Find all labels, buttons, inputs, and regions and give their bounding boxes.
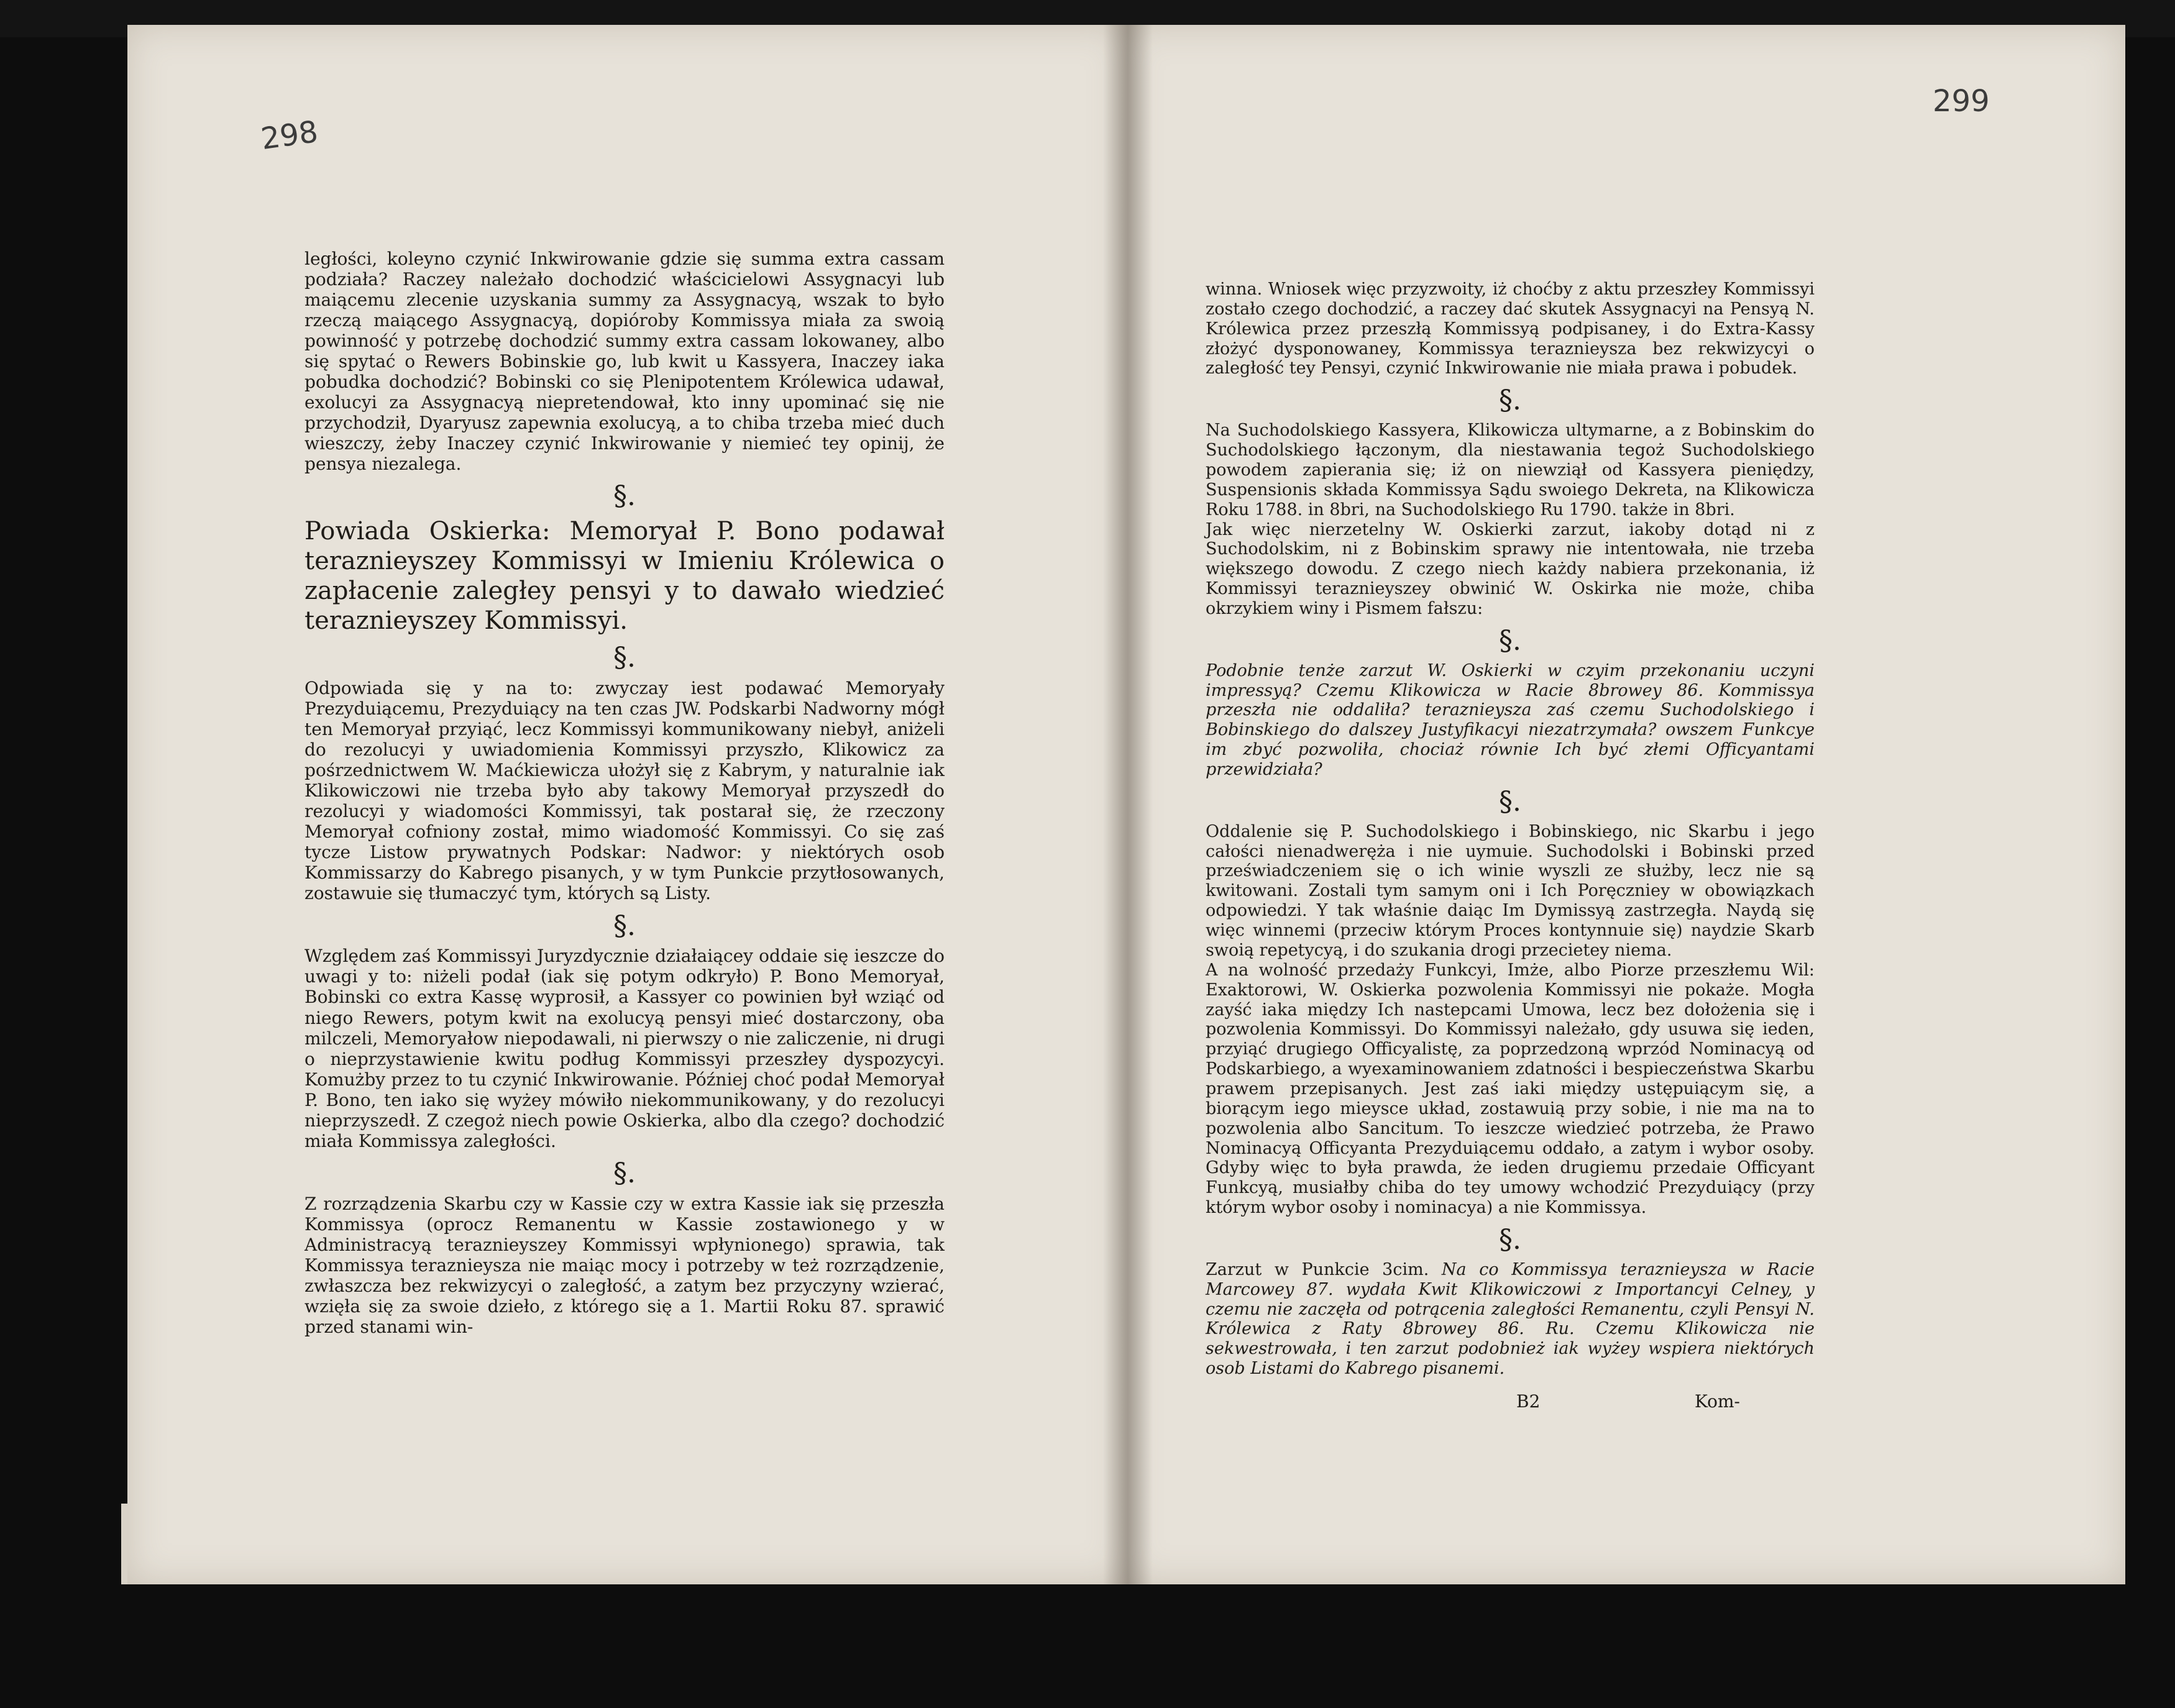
section-mark: §. [1499, 1223, 1521, 1256]
section-mark: §. [613, 910, 636, 942]
section-mark: §. [1499, 385, 1521, 417]
zarzut-body: Na co Kommissya teraznieysza w Racie Marcowey 87. wydała Kwit Klikowiczowi z Importancyi Celney, y czemu nie zaczęła od potrącenia zaległości Remanentu, czyli Pensyi N. Królewica z Raty 8browey 86. Ru. Czemu Klikowicza nie sekwestrowała, i ten zarzut podobnież iak wyżey wspiera niektórych osob Listami do Kabrego pisanemi. [1206, 1259, 1815, 1379]
section-mark: §. [1499, 624, 1521, 657]
paragraph: ległości, koleyno czynić Inkwirowanie gdzie się summa extra cassam podziała? Raczey należało dochodzić właścicielowi Assygnacyi lub maiącemu zlecenie uzyskania summy za Assygnacyą, wszak to było rzeczą maiącego Assygnacyą, dopióroby Kommissya miała za swoią powinność y potrzebę dochodzić summy extra cassam lokowaney, albo się spytać o Rewers Bobinskie go, lub kwit u Kassyera, Inaczey iaka pobudka dochodzić? Bobinski co się Plenipotentem Królewica udawał, exolucyi za Assygnacyą niepretendował, kto inny upominać się nie przychodził, Dyaryusz zapewnia exolucyą, a to chiba trzeba mieć duch wieszczy, żeby Inaczey czynić Inkwirowanie y niemieć tey opinij, że pensya niezalega. [304, 249, 945, 475]
paragraph: Względem zaś Kommissyi Juryzdycznie działaiącey oddaie się ieszcze do uwagi y to: niżeli podał (iak się potym odkryło) P. Bono Memoryał, Bobinski co extra Kassę wyprosił, a Kassyer co powinien był wziąć od niego Rewers, potym kwit na exolucyą pensyi mieć dostarczony, oba milczeli, Memoryałow niepodawali, ni pierwszy o nie zaliczenie, ni drugi o nieprzystawienie kwitu podług Kommissyi przeszłey dyspozycyi. Komużby przez to tu czynić Inkwirowanie. Później choć podał Memoryał P. Bono, ten iako się wyżey mówiło niekommunikowany, y do rezolucyi nieprzyszedł. Z czegoż niech powie Oskierka, albo dla czego? dochodzić miała Kommissya zaległości. [304, 946, 945, 1151]
right-text-column [1206, 280, 1815, 1412]
paragraph: Z rozrządzenia Skarbu czy w Kassie czy w extra Kassie iak się przeszła Kommissya (oprocz Remanentu w Kassie zostawionego y w Administracyą teraznieyszey Kommissyi wpłynionego) sprawia, tak Kommissya teraznieysza nie maiąc mocy i potrzeby w też rozrządzenie, zwłaszcza bez rekwizycyi o zaległość, a zatym bez przyczyny wzierać, wzięła się za swoie dzieło, z którego się a 1. Martii Roku 87. sprawić przed stanami win- [304, 1193, 945, 1337]
folio-number-right: 299 [1933, 84, 1990, 119]
folio-number-left: 298 [259, 114, 321, 157]
page-footer [1206, 1379, 1815, 1412]
catchword: Kom- [1694, 1391, 1740, 1412]
paragraph: Oddalenie się P. Suchodolskiego i Bobinskiego, nic Skarbu i jego całości nienadweręża i nie uymuie. Suchodolski i Bobinski przed przeświadczeniem się o ich winie wyszli ze służby, lecz nie są kwitowani. Zostali tym samym oni i Ich Poręczniey w obowiązkach odpowiedzi. Y tak właśnie daiąc Im Dymissyą zastrzegła. Naydą się więc winnemi (przeciw którym Proces kontynnuie się) naydzie Skarb swoią repetycyą, i do szukania drogi przecietey niema. [1206, 821, 1815, 960]
paragraph: Jak więc nierzetelny W. Oskierki zarzut, iakoby dotąd ni z Suchodolskim, ni z Bobinskim sprawy nie intentowała, nie trzeba większego dowodu. Z czego niech każdy nabiera przekonania, iż Kommissyi teraznieyszey obwinić W. Oskirka nie może, chiba okrzykiem winy i Pismem fałszu: [1206, 519, 1815, 618]
section-mark: §. [613, 642, 636, 674]
section-mark: §. [613, 1157, 636, 1189]
section-mark: §. [613, 480, 636, 513]
paragraph: A na wolność przedaży Funkcyi, Imże, albo Piorze przeszłemu Wil: Exaktorowi, W. Oskierka pozwolenia Kommissyi nie pokaże. Mogła zayść iaka między Ich nastepcami Umowa, lecz bez dołożenia się i pozwolenia Kommissyi. Do Kommissyi należało, gdy usuwa się ieden, przyiąć drugiego Officyalistę, za poprzedzoną wprzód Nominacyą od Podskarbiego, a wyexaminowaniem zdatności i bespieczeństwa Skarbu prawem przepisanych. Jest zaś iaki między ustępuiącym się, a biorącym iego mieysce układ, zostawuią przy sobie, i nie ma na to pozwolenia albo Sancitum. To ieszcze wiedzieć potrzeba, że Prawo Nominacyą Officyanta Prezyduiącemu oddało, a zatym i wybor osoby. Gdyby więc to była prawda, że ieden drugiemu przedaie Officyant Funkcyą, musiałby chiba do tey umowy wchodzić Prezyduiący (przy którym wybor osoby i nominacya) a nie Kommissya. [1206, 960, 1815, 1218]
zarzut-lead: Zarzut w Punkcie 3cim. [1206, 1259, 1429, 1279]
paragraph-italic: Podobnie tenże zarzut W. Oskierki w czyim przekonaniu uczyni impressyą? Czemu Klikowicza w Racie 8browey 86. Kommissya przeszła nie oddaliła? teraznieysza zaś czemu Suchodolskiego i Bobinskiego do dalszey Justyfikacyi niezatrzymała? owszem Funkcye im zbyć pozwoliła, chociaż równie Ich być złemi Officyantami przewidziała? [1206, 660, 1815, 779]
paragraph: Odpowiada się y na to: zwyczay iest podawać Memoryały Prezyduiącemu, Prezyduiący na ten czas JW. Podskarbi Nadworny mógł ten Memoryał przyiąć, lecz Kommissyi kommunikowany niebył, aniżeli do rezolucyi y uwiadomienia Kommissyi przyszło, Klikowicz za pośrzednictwem W. Maćkiewicza ułożył się z Kabrym, y naturalnie iak Klikowiczowi nie trzeba było aby takowy Memoryał przyszedł do rezolucyi y wiadomości Kommissyi, tak postarał się, że rzeczony Memoryał cofniony został, mimo wiadomość Kommissyi. Co się zaś tycze Listow prywatnych Podskar: Nadwor: y niektórych osob Kommissarzy do Kabrego pisanych, y w tym Punkcie przytłosowanych, zostawuie się tłumaczyć tym, których są Listy. [304, 678, 945, 904]
paragraph: winna. Wniosek więc przyzwoity, iż choćby z aktu przeszłey Kommissyi zostało czego dochodzić, a raczey dać skutek Assygnacyi na Pensyą N. Królewica przez przeszłą Kommissyą podpisaney, i do Extra-Kassy złożyć dysponowaney, Kommissya teraznieysza bez rekwizycyi o zaległość tey Pensyi, czynić Inkwirowanie nie miała prawa i pobudek. [1206, 280, 1815, 378]
signature-mark: B2 [1516, 1391, 1541, 1412]
section-mark: §. [1499, 785, 1521, 818]
paragraph-quote: Powiada Oskierka: Memoryał P. Bono podawał teraznieyszey Kommissyi w Imieniu Królewica o zapłacenie zaległey pensyi y to dawało wiedzieć teraznieyszey Kommissyi. [304, 517, 945, 636]
paragraph: Na Suchodolskiego Kassyera, Klikowicza ultymarne, a z Bobinskim do Suchodolskiego łączonym, dla niestawania tegoż Suchodolskiego powodem zapierania się; iż on niewziął od Kassyera pieniędzy, Suspensionis składa Kommissya Sądu swoiego Dekreta, na Klikowicza Roku 1788. in 8bri, na Suchodolskiego Ru 1790. także in 8bri. [1206, 421, 1815, 519]
left-text-column [304, 249, 945, 1337]
paragraph-zarzut [1206, 1260, 1815, 1379]
gutter-fold [1103, 25, 1153, 1584]
